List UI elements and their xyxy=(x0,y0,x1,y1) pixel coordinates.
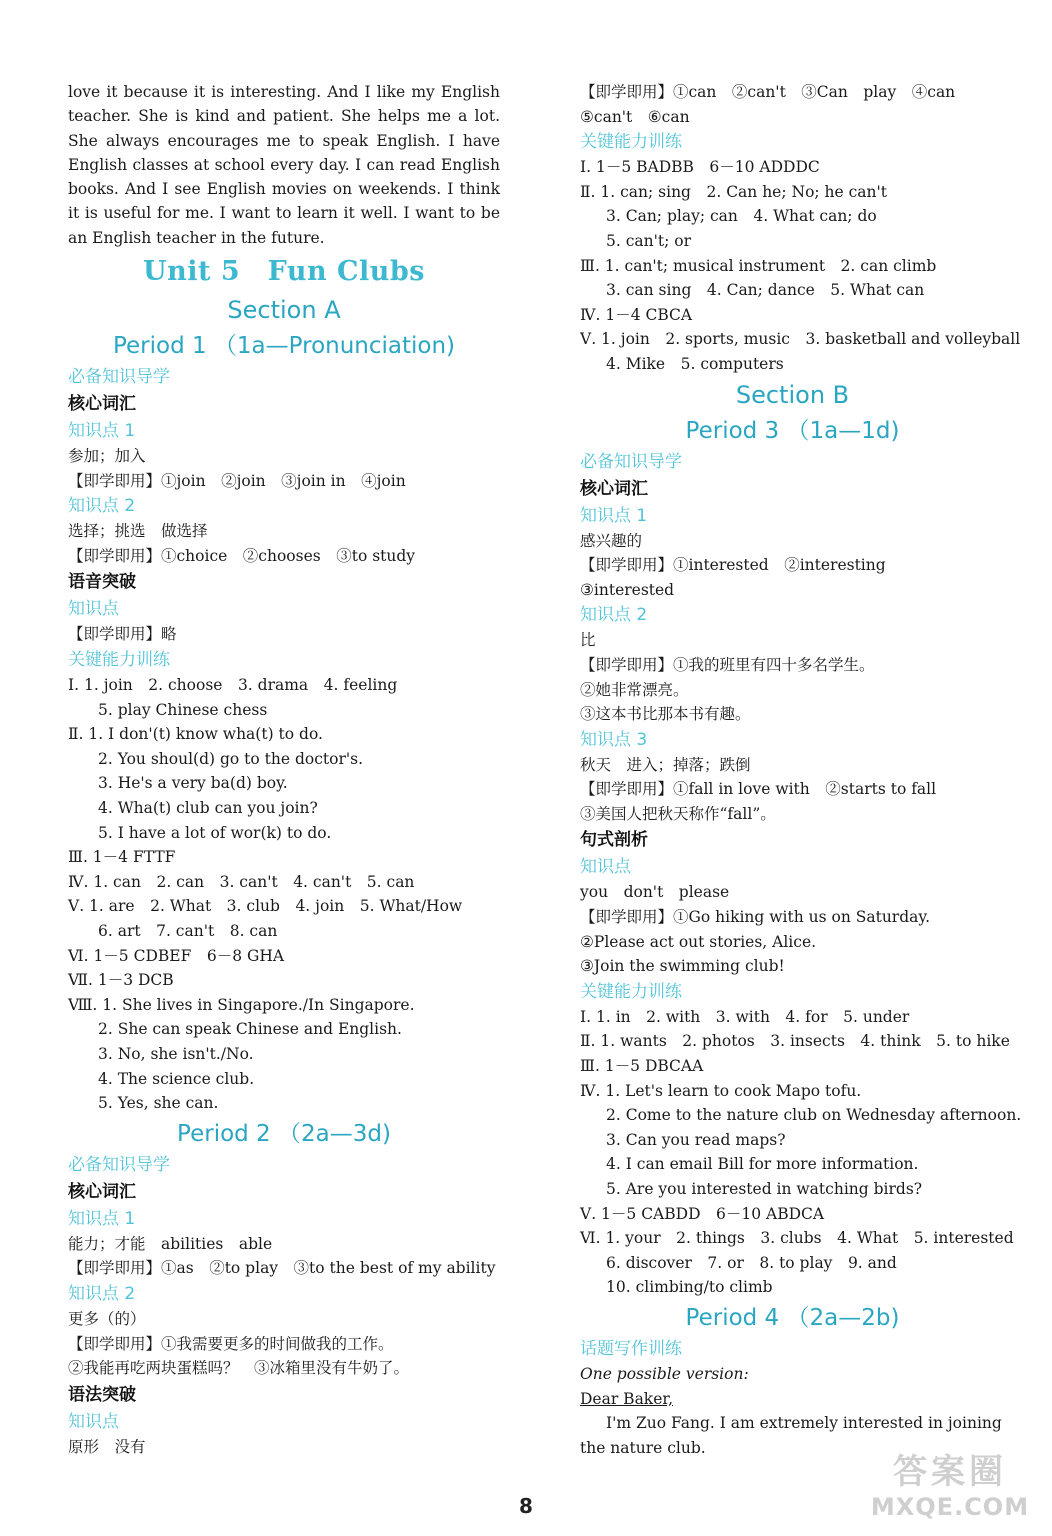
answer-line: 10. climbing/to climb xyxy=(606,1278,773,1297)
period-3-title: Period 3 （1a—1d) xyxy=(685,417,900,444)
subheading: 必备知识导学 xyxy=(68,1154,170,1175)
answer-line: 【即学即用】①fall in love with ②starts to fall xyxy=(580,780,937,799)
answer-line: 5. play Chinese chess xyxy=(98,700,268,719)
answer-line: 选择；挑选 做选择 xyxy=(68,522,208,541)
answer-line: 2. Come to the nature club on Wednesday afternoon. xyxy=(606,1106,1022,1125)
answer-line: you don't please xyxy=(580,883,730,902)
letter-greeting: Dear Baker, xyxy=(580,1389,674,1408)
answer-line: Ⅱ. 1. can; sing 2. Can he; No; he can't xyxy=(580,182,888,201)
answer-line: Ⅴ. 1. join 2. sports, music 3. basketball and volleyball xyxy=(580,330,1021,349)
knowledge-point-label: 知识点 1 xyxy=(580,505,648,526)
answer-line: Ⅰ. 1－5 BADBB 6－10 ADDDC xyxy=(580,158,820,177)
knowledge-point-label: 知识点 2 xyxy=(68,496,136,517)
page-number: 8 xyxy=(519,1494,533,1518)
answer-line: 【即学即用】略 xyxy=(68,625,177,644)
knowledge-point-label: 知识点 xyxy=(580,857,631,878)
answer-line: 【即学即用】①join ②join ③join in ④join xyxy=(68,471,406,490)
subheading: 关键能力训练 xyxy=(68,650,170,671)
answer-line: 3. He's a very ba(d) boy. xyxy=(98,774,288,793)
answer-line: Ⅶ. 1－3 DCB xyxy=(68,971,174,990)
answer-line: 6. art 7. can't 8. can xyxy=(98,921,278,940)
answer-line: 能力；才能 abilities able xyxy=(68,1234,273,1253)
knowledge-point-label: 知识点 1 xyxy=(68,421,136,442)
subheading: 必备知识导学 xyxy=(68,367,170,388)
heading: 语音突破 xyxy=(68,572,136,593)
period-1-title: Period 1 （1a—Pronunciation) xyxy=(112,333,456,360)
answer-line: Ⅲ. 1. can't; musical instrument 2. can climb xyxy=(580,256,937,275)
answer-line: 【即学即用】①as ②to play ③to the best of my ability xyxy=(68,1259,496,1278)
answer-line: 【即学即用】①choice ②chooses ③to study xyxy=(68,546,416,565)
answer-line: 原形 没有 xyxy=(68,1437,146,1456)
unit-title: Unit 5 Fun Clubs xyxy=(143,256,425,288)
answer-line: Ⅱ. 1. I don'(t) know wha(t) to do. xyxy=(68,725,323,744)
heading: 核心词汇 xyxy=(68,1181,136,1202)
answer-line: Ⅲ. 1－4 FTTF xyxy=(68,848,176,867)
watermark-text: 答案圈 xyxy=(893,1452,1007,1492)
answer-line: 3. Can you read maps? xyxy=(606,1130,786,1149)
watermark-logo xyxy=(855,1452,1045,1532)
answer-line: 5. Are you interested in watching birds? xyxy=(606,1180,923,1198)
knowledge-point-label: 知识点 1 xyxy=(68,1208,136,1229)
answer-line: Ⅵ. 1. your 2. things 3. clubs 4. What 5. interested xyxy=(580,1229,1014,1248)
knowledge-point-label: 知识点 xyxy=(68,599,119,620)
knowledge-point-label: 知识点 3 xyxy=(580,729,648,750)
answer-line: Ⅰ. 1. in 2. with 3. with 4. for 5. under xyxy=(580,1007,910,1026)
answer-line: Ⅳ. 1. Let's learn to cook Mapo tofu. xyxy=(580,1081,862,1100)
answer-line: ③美国人把秋天称作“fall”。 xyxy=(580,804,776,823)
answer-line: 更多（的） xyxy=(68,1309,146,1328)
answer-line: ③interested xyxy=(580,580,675,599)
answer-line: Ⅷ. 1. She lives in Singapore./In Singapore. xyxy=(68,995,415,1014)
answer-line: Ⅰ. 1. join 2. choose 3. drama 4. feeling xyxy=(68,676,398,695)
answer-line: ②Please act out stories, Alice. xyxy=(580,932,817,951)
right-column xyxy=(580,80,1022,1460)
answer-line: Ⅳ. 1. can 2. can 3. can't 4. can't 5. can xyxy=(68,872,415,891)
answer-line: 4. The science club. xyxy=(98,1069,255,1088)
answer-line: ⑤can't ⑥can xyxy=(580,107,690,126)
answer-line: 【即学即用】①我需要更多的时间做我的工作。 xyxy=(68,1334,394,1353)
answer-line: 2. You shoul(d) go to the doctor's. xyxy=(98,749,364,768)
answer-line: Ⅳ. 1－4 CBCA xyxy=(580,305,693,324)
heading: 语法突破 xyxy=(68,1384,136,1405)
answer-line: 5. Yes, she can. xyxy=(98,1094,219,1113)
answer-line: 3. Can; play; can 4. What can; do xyxy=(606,207,877,226)
heading: 核心词汇 xyxy=(68,394,136,415)
answer-line: 3. can sing 4. Can; dance 5. What can xyxy=(606,281,925,300)
answer-line: 参加；加入 xyxy=(68,447,146,466)
answer-line: 感兴趣的 xyxy=(580,531,643,550)
heading: 句式剖析 xyxy=(580,830,648,851)
section-b-title: Section B xyxy=(735,380,850,409)
answer-line: 【即学即用】①我的班里有四十多名学生。 xyxy=(580,655,875,674)
answer-line: 秋天 进入；掉落；跌倒 xyxy=(580,755,751,774)
answer-line: 2. She can speak Chinese and English. xyxy=(98,1020,402,1039)
subheading: 关键能力训练 xyxy=(580,132,682,153)
sample-version-label: One possible version: xyxy=(580,1364,749,1383)
answer-line: 5. can't; or xyxy=(606,231,692,250)
answer-line: ②她非常漂亮。 xyxy=(580,680,689,699)
answer-line: 3. No, she isn't./No. xyxy=(98,1044,254,1063)
period-4-title: Period 4 （2a—2b) xyxy=(685,1304,900,1331)
answer-line: Ⅲ. 1－5 DBCAA xyxy=(580,1057,704,1076)
knowledge-point-label: 知识点 2 xyxy=(580,605,648,626)
letter-body: I'm Zuo Fang. I am extremely interested in joining xyxy=(606,1414,1002,1433)
subheading: 必备知识导学 xyxy=(580,451,682,472)
answer-line: 比 xyxy=(580,631,596,650)
subheading: 话题写作训练 xyxy=(580,1338,682,1359)
knowledge-point-label: 知识点 xyxy=(68,1411,119,1432)
period-2-title: Period 2 （2a—3d) xyxy=(177,1120,391,1147)
left-column xyxy=(68,80,500,1459)
watermark-url: MXQE.COM xyxy=(870,1493,1030,1521)
section-a-title: Section A xyxy=(227,296,341,325)
answer-line: 5. I have a lot of wor(k) to do. xyxy=(98,823,332,842)
answer-line: ③Join the swimming club! xyxy=(580,957,785,976)
answer-line: 4. Wha(t) club can you join? xyxy=(98,799,318,818)
answer-line: Ⅵ. 1－5 CDBEF 6－8 GHA xyxy=(68,946,285,965)
intro-paragraph: love it because it is interesting. And I like my English teacher. She is kind and patient. She helps me a lot. She always encourages me to speak English. I have English classes at school every day. I can read English books. And I see English movies on weekends. I think it is useful for me. I want to learn it well. I want to be an English teacher in the future. xyxy=(68,83,500,247)
knowledge-point-label: 知识点 2 xyxy=(68,1283,136,1304)
answer-line: Ⅴ. 1－5 CABDD 6－10 ABDCA xyxy=(580,1204,825,1223)
answer-line: ③这本书比那本书有趣。 xyxy=(580,705,751,724)
answer-line: 【即学即用】①Go hiking with us on Saturday. xyxy=(580,908,930,927)
letter-body: the nature club. xyxy=(580,1438,706,1457)
answer-line: 【即学即用】①interested ②interesting xyxy=(580,556,886,575)
answer-line: Ⅱ. 1. wants 2. photos 3. insects 4. think 5. to hike xyxy=(580,1032,1010,1051)
subheading: 关键能力训练 xyxy=(580,981,682,1002)
answer-line: Ⅴ. 1. are 2. What 3. club 4. join 5. What/How xyxy=(68,897,463,916)
answer-line: 6. discover 7. or 8. to play 9. and xyxy=(606,1253,897,1272)
answer-line: 4. Mike 5. computers xyxy=(606,354,784,373)
answer-line: 4. I can email Bill for more information. xyxy=(606,1155,919,1174)
answer-line: 【即学即用】①can ②can't ③Can play ④can xyxy=(580,83,956,101)
heading: 核心词汇 xyxy=(580,478,648,499)
answer-line: ②我能再吃两块蛋糕吗？ ③冰箱里没有牛奶了。 xyxy=(68,1359,410,1378)
